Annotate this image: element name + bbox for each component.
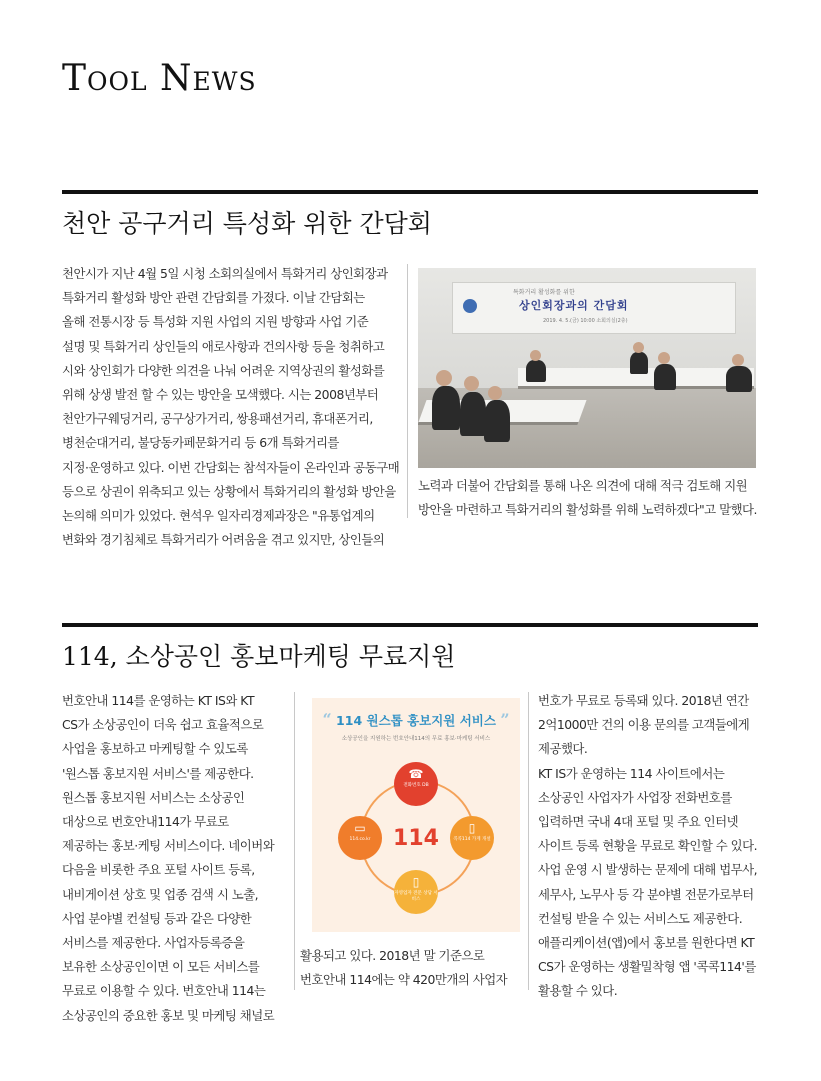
- node-label: 전화번호 DB: [403, 783, 429, 788]
- banner-line: 특화거리 활성화를 위한: [513, 289, 575, 296]
- banner-line: 2019. 4. 5.(금) 10:00 소회의실(2층): [543, 318, 628, 324]
- infographic-subtitle: 소상공인을 지원하는 번호안내114의 무료 홍보·마케팅 서비스: [341, 736, 491, 742]
- body-line: 위해 상생 발전 할 수 있는 방안을 모색했다. 시는 2008년부터: [62, 387, 379, 403]
- body-line: 활용할 수 있다.: [538, 983, 618, 999]
- body-line: 제공하는 홍보·케팅 서비스이다. 네이버와: [62, 838, 275, 854]
- node-consulting: [394, 870, 438, 914]
- quote-icon: ”: [500, 710, 510, 729]
- emblem-icon: [463, 299, 477, 313]
- body-line: 번호안내 114를 운영하는 KT IS와 KT: [62, 693, 255, 708]
- body-line: 시와 상인회가 다양한 의견을 나눠 어려운 지역상권의 활성화를: [62, 362, 385, 378]
- node-website: [338, 816, 382, 860]
- column-divider: [407, 264, 408, 518]
- section-rule: [62, 190, 758, 194]
- body-line: '원스톱 홍보지원 서비스'를 제공한다.: [62, 765, 254, 781]
- body-line: 서비스를 제공한다. 사업자등록증을: [62, 935, 245, 951]
- body-line: 병천순대거리, 불당동카페문화거리 등 6개 특화거리를: [62, 435, 339, 451]
- body-line: 사업을 홍보하고 마케팅할 수 있도록: [62, 741, 248, 757]
- body-line: 활용되고 있다. 2018년 말 기준으로: [300, 948, 485, 963]
- body-line: 컨설팅 받을 수 있는 서비스도 제공한다.: [538, 910, 743, 926]
- body-line: 애플리케이션(앱)에서 홍보를 원한다면 KT: [538, 935, 755, 951]
- body-line: 노력과 더불어 간담회를 통해 나온 의견에 대해 적극 검토해 지원: [418, 478, 748, 493]
- body-line: 천안시가 지난 4월 5일 시청 소회의실에서 특화거리 상인회장과: [62, 266, 388, 281]
- service-infographic: [312, 698, 520, 932]
- article-body-column: [538, 689, 760, 1004]
- body-line: 논의해 의미가 있었다. 현석우 일자리경제과장은 "유통업계의: [62, 508, 375, 524]
- infographic-title: [312, 710, 520, 729]
- column-divider: [294, 692, 295, 990]
- banner-title: 상인회장과의 간담회: [519, 299, 629, 312]
- node-app: [450, 816, 494, 860]
- phone-icon: ☎: [408, 767, 424, 781]
- body-line: 설명 및 특화거리 상인들의 애로사항과 건의사항 등을 청취하고: [62, 338, 385, 354]
- body-line: 대상으로 번호안내114가 무료로: [62, 814, 229, 830]
- body-line: 다음을 비롯한 주요 포털 사이트 등록,: [62, 862, 255, 878]
- headline: 천안 공구거리 특성화 위한 간담회: [62, 209, 432, 238]
- body-line: 방안을 마련하고 특화거리의 활성화를 위해 노력하겠다"고 말했다.: [418, 502, 757, 518]
- body-line: CS가 소상공인이 더욱 쉽고 효율적으로: [62, 717, 264, 733]
- body-line: 소상공인 사업자가 사업장 전화번호를: [538, 789, 732, 805]
- body-line: 2억1000만 건의 이용 문의를 고객들에게: [538, 717, 750, 733]
- section-rule: [62, 623, 758, 627]
- node-label: 114.co.kr: [349, 837, 371, 842]
- body-line: 세무사, 노무사 등 각 분야별 전문가로부터: [538, 886, 754, 902]
- column-divider: [528, 692, 529, 990]
- article-body-column: [62, 262, 402, 552]
- body-line: 천안가구웨딩거리, 공구상가거리, 쌍용패션거리, 휴대폰거리,: [62, 411, 373, 427]
- meeting-photo: [418, 268, 756, 468]
- body-line: 원스톱 홍보지원 서비스는 소상공인: [62, 789, 245, 805]
- infographic-title-text: 114 원스톱 홍보지원 서비스: [336, 713, 496, 728]
- body-line: 제공했다.: [538, 741, 588, 757]
- article-body-column: [418, 474, 758, 522]
- body-line: CS가 운영하는 생활밀착형 앱 '콕콕114'를: [538, 959, 756, 975]
- smartphone-icon: ▯: [412, 875, 420, 889]
- masthead: Tool News: [62, 58, 257, 99]
- article-body-column: [300, 944, 522, 992]
- body-line: 보유한 소상공인이면 이 모든 서비스를: [62, 959, 260, 975]
- body-line: 입력하면 국내 4대 포털 및 주요 인터넷: [538, 814, 739, 830]
- body-line: KT IS가 운영하는 114 사이트에서는: [538, 765, 725, 781]
- photo-banner: [452, 282, 736, 334]
- node-label: 콕콕114 가게 개설: [453, 837, 491, 842]
- body-line: 사업 운영 시 발생하는 문제에 대해 법무사,: [538, 862, 758, 878]
- body-line: 사업 분야별 컨설팅 등과 같은 다양한: [62, 910, 252, 926]
- node-label: 자영업자 전문 상담 서비스: [394, 891, 438, 902]
- body-line: 변화와 경기침체로 특화거리가 어려움을 겪고 있지만, 상인들의: [62, 532, 385, 548]
- node-phone-db: [394, 762, 438, 806]
- monitor-icon: ▭: [354, 821, 366, 835]
- article-body-column: [62, 689, 290, 1028]
- body-line: 번호안내 114에는 약 420만개의 사업자: [300, 972, 508, 988]
- body-line: 특화거리 활성화 방안 관련 간담회를 가졌다. 이날 간담회는: [62, 290, 365, 306]
- body-line: 번호가 무료로 등록돼 있다. 2018년 연간: [538, 693, 749, 708]
- body-line: 등으로 상권이 위축되고 있는 상황에서 특화거리의 활성화 방안을: [62, 483, 396, 499]
- body-line: 소상공인의 중요한 홍보 및 마케팅 채널로: [62, 1007, 275, 1023]
- body-line: 무료로 이용할 수 있다. 번호안내 114는: [62, 983, 266, 999]
- body-line: 올해 전통시장 등 특성화 지원 사업의 지원 방향과 사업 기준: [62, 314, 369, 330]
- body-line: 사이트 등록 현황을 무료로 확인할 수 있다.: [538, 838, 758, 854]
- body-line: 지정·운영하고 있다. 이번 간담회는 참석자들이 온라인과 공동구매: [62, 459, 400, 475]
- quote-icon: “: [322, 710, 332, 729]
- headline: 114, 소상공인 홍보마케팅 무료지원: [62, 642, 456, 671]
- body-line: 내비게이션 상호 및 업종 검색 시 노출,: [62, 886, 259, 902]
- mobile-icon: ▯: [468, 821, 476, 835]
- infographic-center: 114: [393, 826, 439, 851]
